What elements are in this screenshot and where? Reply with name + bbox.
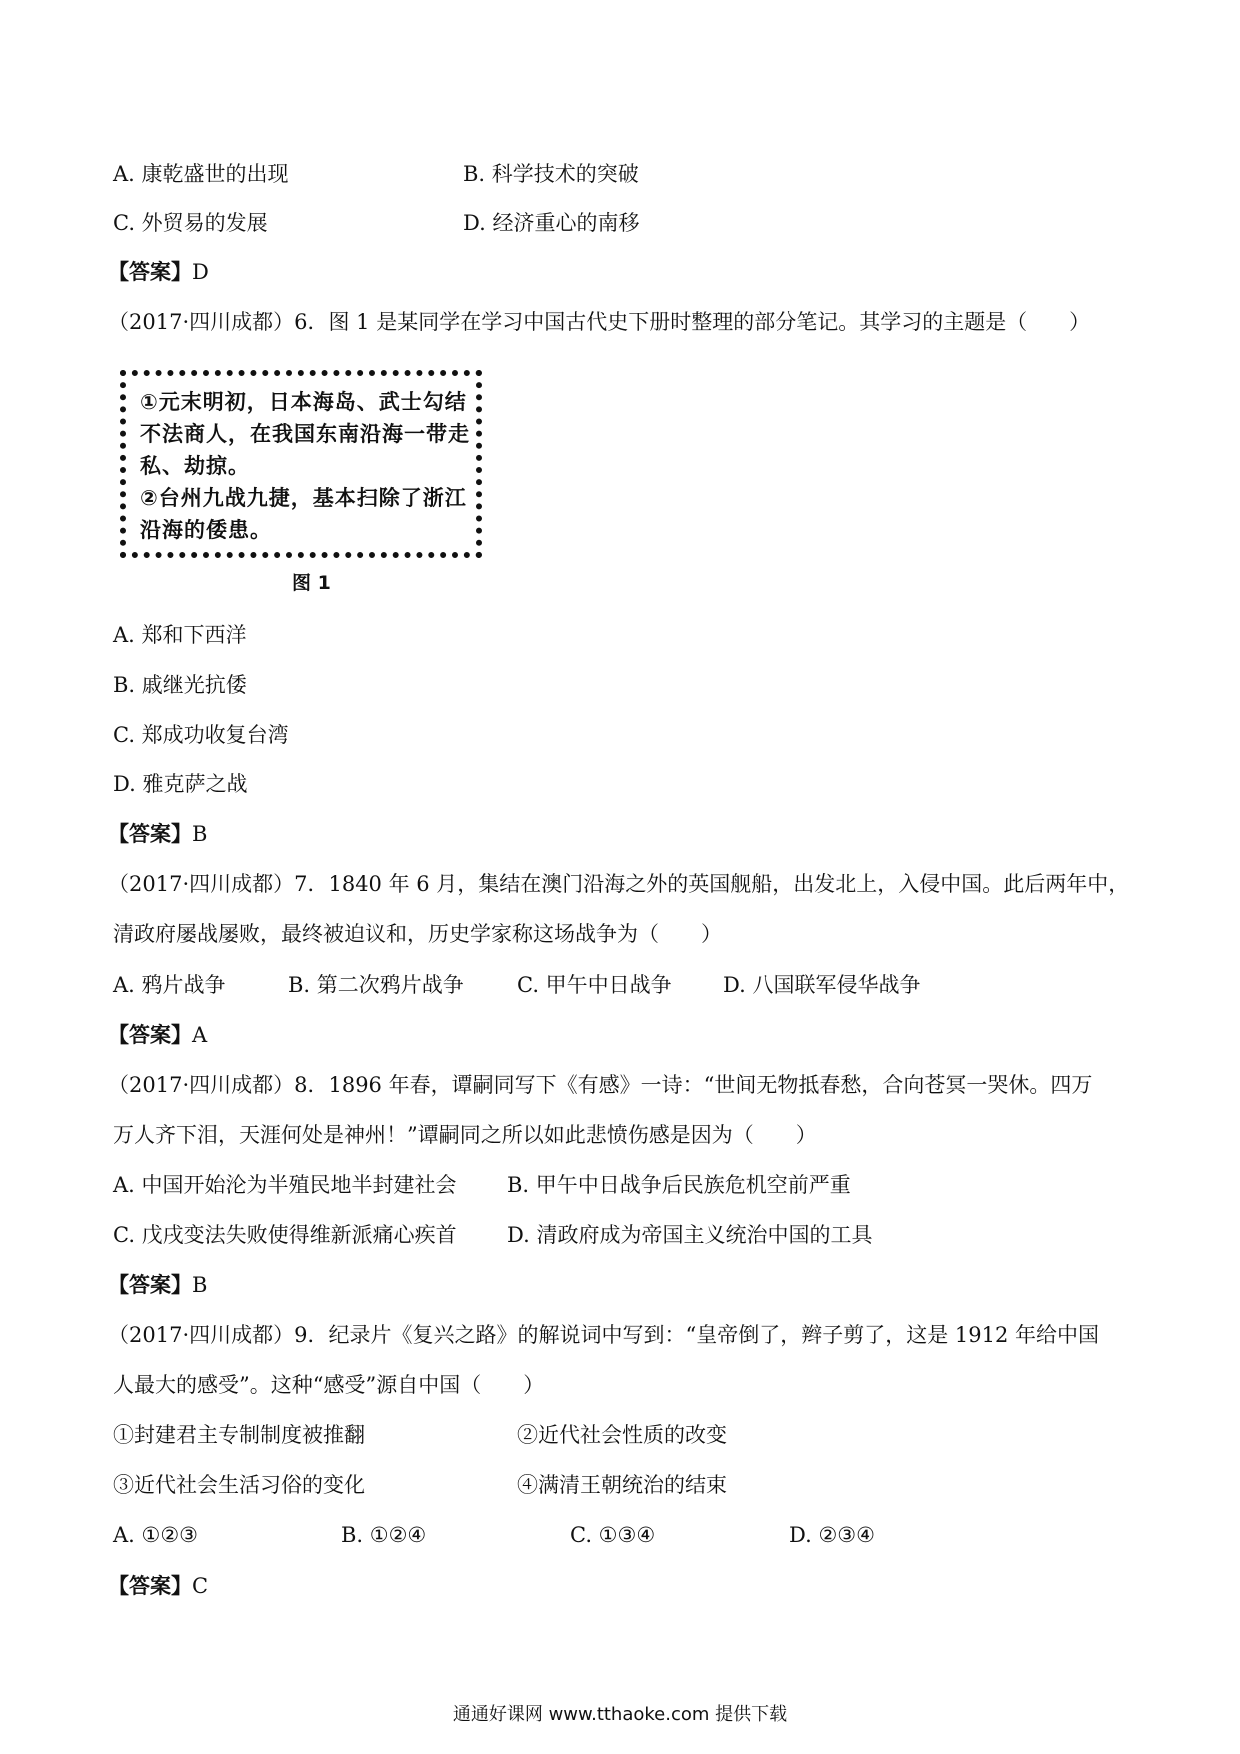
answer-label: 【答案】	[108, 259, 192, 284]
figure-1-notes	[120, 370, 482, 558]
q6-option-b: B. 戚继光抗倭	[113, 673, 247, 697]
answer-value: B	[192, 1273, 208, 1297]
q8-option-c: C. 戊戌变法失败使得维新派痛心疾首	[113, 1223, 457, 1247]
q8-option-b: B. 甲午中日战争后民族危机空前严重	[507, 1173, 851, 1197]
q7-stem-line-1: （2017·四川成都）7．1840 年 6 月，集结在澳门沿海之外的英国舰船，出发北上，入侵中国。此后两年中，	[108, 872, 1130, 896]
q5-option-b: B. 科学技术的突破	[463, 162, 639, 186]
q9-option-c: C. ①③④	[570, 1523, 656, 1547]
q9-item-4: ④满清王朝统治的结束	[517, 1473, 727, 1497]
q5-answer	[108, 258, 209, 286]
q9-option-d: D. ②③④	[789, 1523, 875, 1547]
page-footer: 通通好课网 www.tthaoke.com 提供下载	[452, 1704, 788, 1725]
answer-value: C	[192, 1574, 209, 1598]
q5-option-d: D. 经济重心的南移	[463, 211, 640, 235]
q9-item-3: ③近代社会生活习俗的变化	[113, 1473, 365, 1497]
q5-option-c: C. 外贸易的发展	[113, 211, 268, 235]
q6-answer	[108, 820, 207, 848]
q6-option-c: C. 郑成功收复台湾	[113, 723, 289, 747]
q8-stem-line-1: （2017·四川成都）8．1896 年春，谭嗣同写下《有感》一诗：“世间无物抵春愁，合向苍冥一哭休。四万	[108, 1073, 1093, 1097]
note-line-2: ②台州九战九捷，基本扫除了浙江沿海的倭患。	[140, 486, 467, 542]
answer-label: 【答案】	[108, 1573, 192, 1598]
answer-value: A	[192, 1023, 208, 1047]
q7-stem-line-2: 清政府屡战屡败，最终被迫议和，历史学家称这场战争为（ ）	[113, 922, 722, 946]
q7-answer	[108, 1021, 207, 1049]
q9-option-b: B. ①②④	[341, 1523, 427, 1547]
q8-stem-line-2: 万人齐下泪，天涯何处是神州！”谭嗣同之所以如此悲愤伤感是因为（ ）	[113, 1123, 817, 1147]
answer-label: 【答案】	[108, 1022, 192, 1047]
answer-value: B	[192, 822, 208, 846]
q8-option-a: A. 中国开始沦为半殖民地半封建社会	[113, 1173, 457, 1197]
figure-caption: 图 1	[292, 572, 331, 594]
q7-option-d: D. 八国联军侵华战争	[723, 973, 921, 997]
q9-answer	[108, 1572, 208, 1600]
answer-label: 【答案】	[108, 1272, 192, 1297]
note-line-1: ①元末明初，日本海岛、武士勾结不法商人，在我国东南沿海一带走私、劫掠。	[140, 390, 470, 478]
q6-stem: （2017·四川成都）6．图 1 是某同学在学习中国古代史下册时整理的部分笔记。其学习的主题是（ ）	[108, 310, 1091, 334]
figure-handwritten-notes	[140, 386, 480, 546]
q8-answer	[108, 1271, 207, 1299]
q9-item-1: ①封建君主专制制度被推翻	[113, 1423, 365, 1447]
q9-stem-line-1: （2017·四川成都）9．纪录片《复兴之路》的解说词中写到：“皇帝倒了，辫子剪了，这是 1912 年给中国	[108, 1323, 1100, 1347]
q7-option-a: A. 鸦片战争	[113, 973, 226, 997]
q6-option-a: A. 郑和下西洋	[113, 623, 247, 647]
answer-label: 【答案】	[108, 821, 192, 846]
q9-option-a: A. ①②③	[113, 1523, 198, 1547]
answer-value: D	[192, 260, 209, 284]
q9-item-2: ②近代社会性质的改变	[517, 1423, 727, 1447]
q7-option-c: C. 甲午中日战争	[517, 973, 672, 997]
q6-option-d: D. 雅克萨之战	[113, 772, 248, 796]
q7-option-b: B. 第二次鸦片战争	[288, 973, 464, 997]
q9-stem-line-2: 人最大的感受”。这种“感受”源自中国（ ）	[113, 1373, 545, 1397]
q5-option-a: A. 康乾盛世的出现	[113, 162, 289, 186]
q8-option-d: D. 清政府成为帝国主义统治中国的工具	[507, 1223, 873, 1247]
